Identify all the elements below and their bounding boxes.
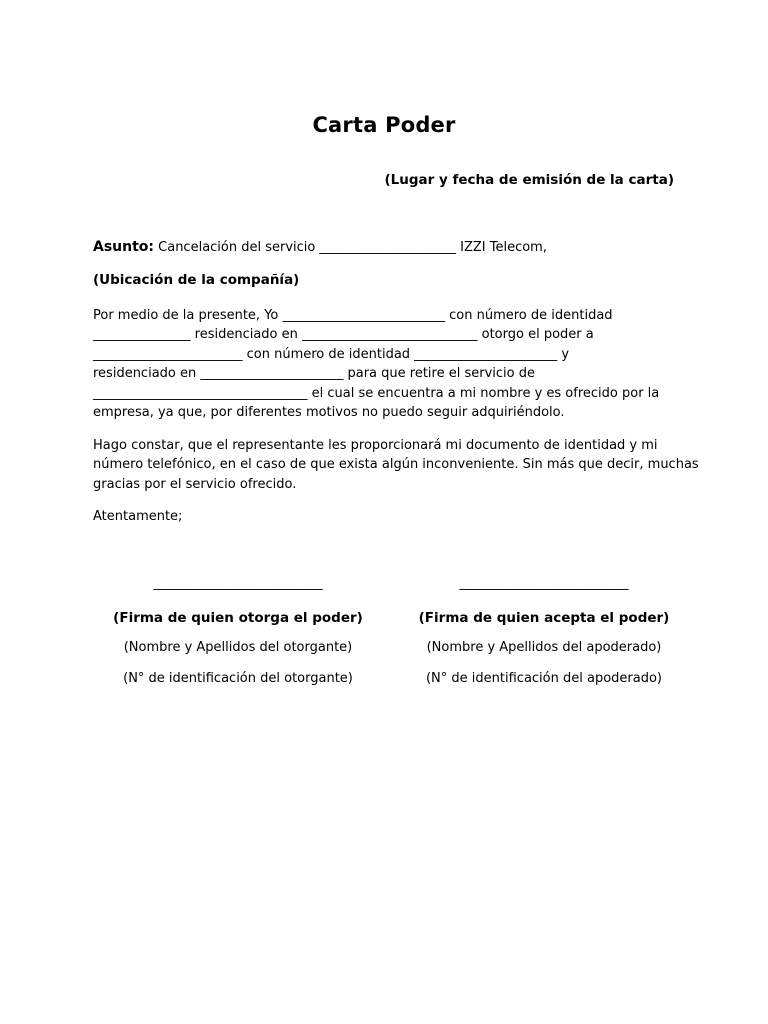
signature-role: (Firma de quien acepta el poder)	[418, 610, 670, 626]
subject-label: Asunto:	[93, 239, 155, 255]
signature-id-placeholder: (N° de identificación del apoderado)	[425, 671, 662, 686]
signature-block-grantor	[88, 576, 388, 686]
subject-line	[93, 239, 547, 255]
signature-line: __________________________	[153, 576, 323, 591]
signature-name-placeholder: (Nombre y Apellidos del otorgante)	[123, 640, 353, 655]
company-location: (Ubicación de la compañía)	[93, 272, 300, 288]
signature-role: (Firma de quien otorga el poder)	[113, 610, 363, 626]
signature-line: __________________________	[459, 576, 629, 591]
paragraph-line: Hago constar, que el representante les proporcionará mi documento de identidad y mi	[93, 438, 658, 453]
body-paragraph-2	[93, 436, 699, 494]
paragraph-line: número telefónico, en el caso de que exista algún inconveniente. Sin más que decir, muchas	[93, 457, 699, 473]
body-paragraph-1	[93, 306, 677, 422]
closing-salutation: Atentamente;	[93, 509, 183, 524]
signature-block-attorney	[394, 576, 694, 686]
paragraph-line: empresa, ya que, por diferentes motivos no puedo seguir adquiriéndolo.	[93, 405, 565, 421]
paragraph-line: _______________________ con número de identidad ______________________ y	[93, 346, 570, 362]
subject-text: Cancelación del servicio _____________________ IZZI Telecom,	[154, 240, 547, 255]
paragraph-line: gracias por el servicio ofrecido.	[93, 476, 297, 492]
signature-name-placeholder: (Nombre y Apellidos del apoderado)	[426, 640, 662, 655]
paragraph-line: _______________ residenciado en ___________________________ otorgo el poder a	[93, 327, 594, 343]
paragraph-line: residenciado en ______________________ para que retire el servicio de	[93, 366, 535, 382]
place-date-placeholder: (Lugar y fecha de emisión de la carta)	[384, 172, 674, 188]
paragraph-line: _________________________________ el cual se encuentra a mi nombre y es ofrecido por la	[93, 385, 660, 401]
signature-id-placeholder: (N° de identificación del otorgante)	[123, 671, 353, 686]
paragraph-line: Por medio de la presente, Yo _________________________ con número de identidad	[93, 308, 613, 323]
document-title: Carta Poder	[312, 113, 456, 137]
